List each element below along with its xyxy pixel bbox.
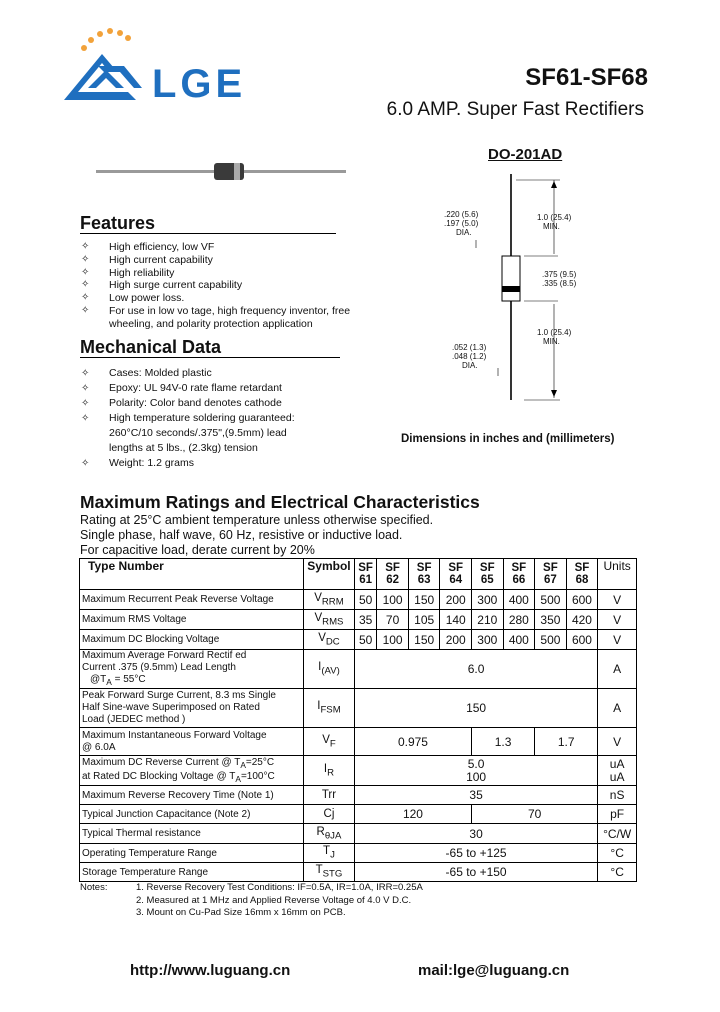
param-cell <box>80 689 304 728</box>
param-line: Maximum Average Forward Rectif ed <box>82 650 247 661</box>
symbol-text: I <box>318 661 322 674</box>
value-line: 100 <box>466 769 487 784</box>
value-cell: 200 <box>440 590 472 610</box>
notes <box>80 882 423 920</box>
header-sf: SF <box>511 562 527 574</box>
symbol-sub: RRM <box>321 596 344 608</box>
table-header-row <box>80 559 637 590</box>
list-item: ✧ Weight: 1.2 grams <box>80 456 370 471</box>
value-cell: -65 to +125 <box>354 844 597 863</box>
value-cell: -65 to +150 <box>354 863 597 882</box>
header-sf: SF <box>543 562 558 574</box>
symbol-text: V <box>314 611 323 624</box>
lead-length-bottom-label <box>537 328 571 346</box>
dim-text: .048 (1.2) <box>452 352 487 361</box>
symbol-sub: RMS <box>322 616 344 628</box>
header-sf: SF <box>385 562 400 574</box>
symbol-text: V <box>322 733 330 746</box>
param-sub: A <box>240 759 246 770</box>
ratings-title: Maximum Ratings and Electrical Characteristics <box>80 492 480 512</box>
solder-line: 260°C/10 seconds/.375",(9.5mm) lead <box>109 427 287 439</box>
unit-cell <box>598 756 637 786</box>
param-cell: Typical Junction Capacitance (Note 2) <box>80 805 304 824</box>
features-title: Features <box>80 213 156 233</box>
dim-text: .335 (8.5) <box>542 279 577 288</box>
header-model <box>503 559 535 590</box>
header-sf: SF <box>358 562 373 574</box>
symbol-cell <box>304 863 355 882</box>
value-cell: 1.3 <box>472 728 535 756</box>
note-text: 2. Measured at 1 MHz and Applied Reverse Voltage of 4.0 V D.C. <box>136 894 412 906</box>
value-cell: 35 <box>354 786 597 805</box>
unit-cell: nS <box>598 786 637 805</box>
value-cell: 120 <box>354 805 471 824</box>
part-number: SF61-SF68 <box>525 64 648 91</box>
unit-cell: V <box>598 728 637 756</box>
list-item: ✧ High temperature soldering guaranteed: <box>80 411 370 426</box>
header-sf: SF <box>479 562 495 574</box>
header-model <box>440 559 472 590</box>
param-text: =100°C <box>240 770 275 782</box>
param-line <box>82 771 301 785</box>
email-link[interactable]: mail:lge@luguang.cn <box>418 962 570 979</box>
header-model-number: 67 <box>544 574 557 586</box>
param-cell: Maximum Recurrent Peak Reverse Voltage <box>80 590 304 610</box>
value-cell: 100 <box>377 590 409 610</box>
dim-text: DIA. <box>462 361 478 370</box>
lead-diameter-label <box>444 210 478 237</box>
header-model <box>408 559 440 590</box>
list-item: ✧ Low power loss. <box>80 292 370 305</box>
symbol-cell: Trr <box>304 786 355 805</box>
lead-length-top-label <box>537 213 571 231</box>
unit-cell: V <box>598 590 637 610</box>
rating-condition: For capacitive load, derate current by 20% <box>80 543 315 557</box>
param-cell: Maximum DC Blocking Voltage <box>80 630 304 650</box>
table-row <box>80 630 637 650</box>
param-cell <box>80 756 304 786</box>
symbol-cell <box>304 689 355 728</box>
param-text: Maximum DC Reverse Current @ T <box>82 756 241 768</box>
value-cell: 200 <box>440 630 472 650</box>
table-row <box>80 805 637 824</box>
symbol-cell <box>304 630 355 650</box>
param-text: = 55°C <box>111 674 146 685</box>
unit-cell: A <box>598 689 637 728</box>
unit-cell: pF <box>598 805 637 824</box>
symbol-sub: F <box>329 738 336 750</box>
param-line: Half Sine-wave Superimposed on Rated <box>82 702 260 713</box>
dim-text: .197 (5.0) <box>444 219 479 228</box>
mechanical-list-weight <box>80 456 370 471</box>
value-cell: 0.975 <box>354 728 471 756</box>
solder-line: lengths at 5 lbs., (2.3kg) tension <box>109 442 258 454</box>
unit-cell: A <box>598 650 637 689</box>
list-item: ✧ High current capability <box>80 254 370 267</box>
symbol-sub: J <box>330 849 335 861</box>
value-cell: 50 <box>354 630 376 650</box>
value-cell: 50 <box>354 590 376 610</box>
value-cell: 500 <box>535 630 567 650</box>
param-text: @T <box>90 674 107 685</box>
header-model <box>535 559 567 590</box>
table-row <box>80 824 637 844</box>
note-row <box>80 882 423 895</box>
header-units: Units <box>598 559 637 590</box>
header-model-number: 68 <box>575 574 589 586</box>
value-cell: 600 <box>566 590 598 610</box>
header-type-number: Type Number <box>80 559 304 590</box>
param-cell: Maximum Reverse Recovery Time (Note 1) <box>80 786 304 805</box>
symbol-cell: Cj <box>304 805 355 824</box>
header-model-number: 62 <box>386 574 399 586</box>
dim-text: MIN. <box>543 222 560 231</box>
header-model-number: 63 <box>417 574 431 586</box>
mechanical-list <box>80 366 370 426</box>
symbol-cell <box>304 610 355 630</box>
dim-text: MIN. <box>543 337 560 346</box>
header-model <box>472 559 504 590</box>
param-line: Peak Forward Surge Current, 8.3 ms Single <box>82 690 276 701</box>
dim-text: .375 (9.5) <box>542 270 577 279</box>
dim-text: 1.0 (25.4) <box>537 328 572 337</box>
list-item: ✧ Polarity: Color band denotes cathode <box>80 396 370 411</box>
symbol-sub: FSM <box>320 704 341 716</box>
features-list <box>80 241 370 331</box>
value-cell: 150 <box>408 590 440 610</box>
notes-label: Notes: <box>80 882 108 893</box>
value-cell: 70 <box>377 610 409 630</box>
value-cell: 150 <box>354 689 597 728</box>
note-text: 3. Mount on Cu-Pad Size 16mm x 16mm on PCB. <box>136 907 346 918</box>
dim-text: 1.0 (25.4) <box>537 213 572 222</box>
note-text: 1. Reverse Recovery Test Conditions: IF=0.5A, IR=1.0A, IRR=0.25A <box>136 882 423 893</box>
value-cell: 280 <box>503 610 535 630</box>
param-line: @ 6.0A <box>82 741 116 753</box>
symbol-cell <box>304 650 355 689</box>
symbol-text: I <box>317 700 321 713</box>
param-line: Maximum Instantaneous Forward Voltage <box>82 729 267 741</box>
wire-diameter-label <box>452 343 486 370</box>
website-link[interactable]: http://www.luguang.cn <box>130 962 291 979</box>
package-name: DO-201AD <box>488 146 563 163</box>
value-cell: 420 <box>566 610 598 630</box>
list-item: ✧ High reliability <box>80 267 370 280</box>
mechanical-title: Mechanical Data <box>80 337 222 357</box>
value-cell: 300 <box>472 590 504 610</box>
symbol-sub: STG <box>322 868 343 880</box>
body-length-label <box>542 270 576 288</box>
value-cell: 6.0 <box>354 650 597 689</box>
param-line <box>82 757 301 771</box>
unit-line: uA <box>609 769 625 784</box>
table-row <box>80 844 637 863</box>
header-model <box>377 559 409 590</box>
rating-condition: Rating at 25°C ambient temperature unless otherwise specified. <box>80 513 434 527</box>
param-line: Current .375 (9.5mm) Lead Length <box>82 662 236 673</box>
symbol-text: R <box>316 825 325 838</box>
table-row <box>80 590 637 610</box>
param-line: Load (JEDEC method ) <box>82 714 186 725</box>
symbol-sub: θJA <box>324 830 342 842</box>
symbol-text: V <box>318 631 326 644</box>
value-cell: 300 <box>472 630 504 650</box>
symbol-sub: R <box>327 767 335 779</box>
symbol-cell <box>304 844 355 863</box>
value-cell: 105 <box>408 610 440 630</box>
lge-logo-icon <box>62 28 154 102</box>
logo-text: LGE <box>152 62 247 106</box>
value-line: 5.0 <box>467 756 485 771</box>
param-text: =25°C <box>245 756 275 768</box>
unit-cell: V <box>598 630 637 650</box>
symbol-sub: DC <box>325 636 340 648</box>
symbol-cell <box>304 756 355 786</box>
symbol-cell <box>304 728 355 756</box>
header-sf: SF <box>416 562 432 574</box>
symbol-cell <box>304 824 355 844</box>
param-line <box>82 674 301 688</box>
value-cell: 1.7 <box>535 728 598 756</box>
list-item: ✧ For use in low vo tage, high frequency inventor, free wheeling, and polarity protection application <box>80 305 370 331</box>
header-sf: SF <box>574 562 590 574</box>
symbol-text: I <box>323 762 328 775</box>
subtitle: 6.0 AMP. Super Fast Rectifiers <box>386 99 644 120</box>
param-sub: A <box>106 677 112 687</box>
symbol-cell <box>304 590 355 610</box>
value-cell: 70 <box>472 805 598 824</box>
dimension-caption: Dimensions in inches and (millimeters) <box>401 433 615 445</box>
value-cell: 30 <box>354 824 597 844</box>
header-model-number: 61 <box>359 574 373 586</box>
value-cell: 35 <box>354 610 376 630</box>
symbol-text: V <box>314 591 322 604</box>
value-cell <box>354 756 597 786</box>
ratings-table <box>79 558 637 882</box>
unit-cell: V <box>598 610 637 630</box>
rating-condition: Single phase, half wave, 60 Hz, resistive or inductive load. <box>80 528 403 542</box>
header-model <box>354 559 376 590</box>
solder-details <box>109 426 287 456</box>
unit-cell: °C/W <box>598 824 637 844</box>
symbol-sub: (AV) <box>321 665 340 677</box>
diode-illustration <box>96 160 346 184</box>
table-row <box>80 689 637 728</box>
dim-text: .052 (1.3) <box>452 343 487 352</box>
header-symbol: Symbol <box>304 559 355 590</box>
unit-line: uA <box>609 756 625 771</box>
header-model-number: 64 <box>449 574 463 586</box>
table-row <box>80 863 637 882</box>
value-cell: 350 <box>535 610 567 630</box>
features-rule <box>80 233 336 234</box>
table-row <box>80 728 637 756</box>
list-item: ✧ High surge current capability <box>80 279 370 292</box>
table-row <box>80 610 637 630</box>
value-cell: 140 <box>440 610 472 630</box>
value-cell: 210 <box>472 610 504 630</box>
value-cell: 150 <box>408 630 440 650</box>
param-text: at Rated DC Blocking Voltage @ T <box>82 770 236 782</box>
param-cell <box>80 728 304 756</box>
dim-text: .220 (5.6) <box>444 210 479 219</box>
symbol-text: T <box>323 845 331 858</box>
value-cell: 500 <box>535 590 567 610</box>
param-cell: Maximum RMS Voltage <box>80 610 304 630</box>
param-cell: Typical Thermal resistance <box>80 824 304 844</box>
value-cell: 400 <box>503 590 535 610</box>
param-cell: Operating Temperature Range <box>80 844 304 863</box>
list-item: ✧ High efficiency, low VF <box>80 241 370 254</box>
list-item: ✧ Epoxy: UL 94V-0 rate flame retardant <box>80 381 370 396</box>
symbol-text: T <box>315 864 323 877</box>
unit-cell: °C <box>598 844 637 863</box>
unit-cell: °C <box>598 863 637 882</box>
package-dimension-drawing <box>440 168 590 408</box>
table-row <box>80 650 637 689</box>
header-model <box>566 559 598 590</box>
value-cell: 100 <box>377 630 409 650</box>
param-cell <box>80 650 304 689</box>
header-model-number: 66 <box>512 574 526 586</box>
param-sub: A <box>235 773 241 784</box>
value-cell: 600 <box>566 630 598 650</box>
header-sf: SF <box>448 562 464 574</box>
dim-text: DIA. <box>456 228 472 237</box>
mechanical-rule <box>80 357 340 358</box>
value-cell: 400 <box>503 630 535 650</box>
table-row <box>80 786 637 805</box>
table-row <box>80 756 637 786</box>
list-item: ✧ Cases: Molded plastic <box>80 366 370 381</box>
param-cell: Storage Temperature Range <box>80 863 304 882</box>
header-model-number: 65 <box>480 574 494 586</box>
